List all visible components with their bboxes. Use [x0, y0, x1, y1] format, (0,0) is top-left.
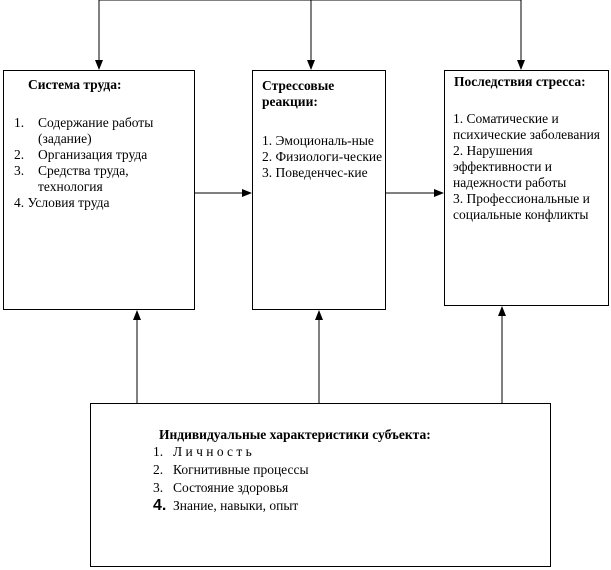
item-number: 1. — [153, 444, 164, 459]
stress-consequences-title: Последствия стресса: — [454, 74, 586, 89]
work-system-title: Система труда: — [28, 77, 122, 92]
top-feedback-connector — [99, 0, 521, 69]
stress-reactions-list — [262, 133, 384, 181]
item-text: Организация труда — [38, 147, 148, 162]
item-text: Содержание работы (задание) — [38, 115, 154, 146]
item-number: 4. — [153, 497, 167, 514]
item-text: Нарушения эффективности и надежности работы — [453, 143, 567, 190]
individual-characteristics-box — [90, 403, 551, 567]
item-number: 1. — [262, 133, 273, 148]
item-text: Состояние здоровья — [173, 480, 289, 495]
item-text: Эмоциональ-ные — [275, 133, 374, 148]
item-text: Физиологи-ческие — [275, 149, 383, 164]
item-number: 3. — [453, 191, 464, 206]
item-number: 1. — [453, 111, 464, 126]
item-text: Средства труда, технология — [38, 163, 129, 194]
individual-characteristics-title: Индивидуальные характеристики субъекта: — [159, 427, 431, 442]
item-text: Условия труда — [27, 195, 110, 210]
individual-characteristics-list — [153, 444, 513, 516]
work-system-list — [14, 115, 192, 211]
stress-reactions-item — [262, 149, 384, 165]
item-number: 4. — [14, 195, 25, 210]
item-number: 3. — [153, 480, 164, 495]
stress-consequences-item — [453, 111, 605, 143]
item-text: Когнитивные процессы — [173, 462, 309, 477]
item-text: Знание, навыки, опыт — [173, 498, 299, 513]
stress-consequences-list — [453, 111, 605, 223]
item-text: Соматические и психические заболевания — [453, 111, 601, 142]
item-number: 2. — [262, 149, 273, 164]
stress-reactions-item — [262, 133, 384, 149]
stress-reactions-title: Стрессовые реакции: — [262, 78, 335, 109]
item-number: 2. — [453, 143, 464, 158]
work-system-item — [14, 147, 192, 163]
work-system-item — [14, 195, 192, 211]
work-system-item — [14, 115, 192, 147]
stress-consequences-item — [453, 143, 605, 191]
item-number: 2. — [14, 147, 25, 162]
item-text: Профессиональные и социальные конфликты — [453, 191, 590, 222]
item-number: 1. — [14, 115, 25, 130]
stress-reactions-box — [252, 70, 386, 310]
stress-consequences-box — [444, 70, 609, 306]
item-number: 2. — [153, 462, 164, 477]
individual-characteristics-item — [153, 498, 513, 516]
individual-characteristics-item — [153, 444, 513, 462]
individual-characteristics-item — [153, 462, 513, 480]
work-system-item — [14, 163, 192, 195]
item-number: 3. — [262, 165, 273, 180]
item-text: Поведенчес-кие — [275, 165, 368, 180]
individual-characteristics-item — [153, 480, 513, 498]
item-number: 3. — [14, 163, 25, 178]
work-system-box — [3, 70, 195, 310]
stress-reactions-item — [262, 165, 384, 181]
item-text: Л и ч н о с т ь — [173, 444, 252, 459]
stress-consequences-item — [453, 191, 605, 223]
